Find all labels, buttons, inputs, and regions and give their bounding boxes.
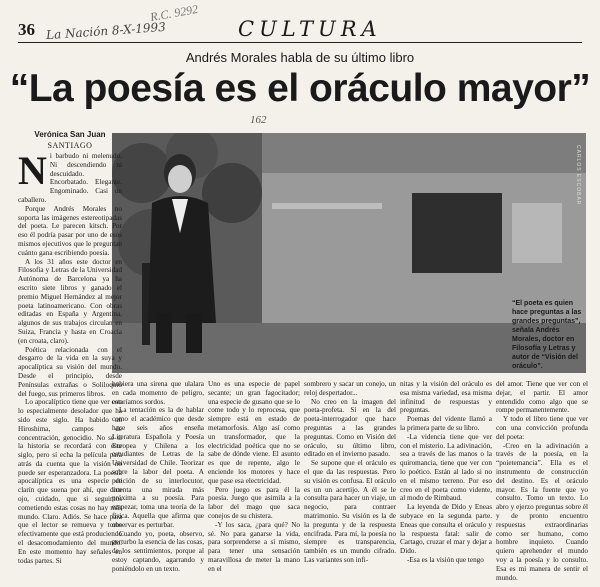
paragraph: nitas y la visión del oráculo es esa misma variedad, esa misma infinitud de respuestas y preguntas.	[400, 380, 492, 415]
section-title: CULTURA	[238, 17, 382, 41]
paragraph: Lo apocalíptico tiene que ver con lo especialmente desolador que ha sido este siglo. Ha habido un Hiroshima, campos de concentración, genocidio. No sé si la historia se recordará con este siglo, pero sí echa la película para atrás da cuenta que la visión no puede ser esperanzadora. La poesía apocalíptica es una especie de clarín que suena por ahí, que dice ojo, cuidado, que si seguimos cometiendo estas cosas no hay más mundo. Claro. Adiós. Se hace para que el lector se remueva y tome efectivamente que está produciendo el desacomodamiento del mundo. En este momento hay señales en todas partes. Si	[18, 398, 122, 565]
column-1	[18, 152, 122, 582]
paragraph: Uno es una especie de papel secante; un gran fagocitador; una especie de gusano que se lo come todo y lo reprocesa, que siempre está en estado de metamorfosis. Algo así como un transformador, que la electricidad poética que no se sabe de dónde viene. El asunto es que de repente, algo le enciende los motores y hace que pase esa electricidad.	[208, 380, 300, 485]
column-5	[400, 380, 492, 582]
paragraph: Cuando yo, poeta, observo, perturbo la esencia de las cosas, de los sentimientos, porque al estoy captando, agarrando y poniéndolo en un texto.	[112, 529, 204, 573]
dateline: SANTIAGO	[47, 141, 93, 150]
byline: Verónica San Juan	[34, 130, 106, 139]
paragraph: Poemas del vidente llamó a la primera parte de su libro.	[400, 415, 492, 432]
paragraph: La tentación es la de hablar como el académico que desde hace seis años enseña Literatura Española y Poesía Europea y Chilena a los estudiantes de Letras de la Universidad de Chile. Teorizar sobre la labor del poeta. A petición de su interlocutor, intenta una mirada más próxima a su poesía. Para empezar, toma una teoría de la física. Aquella que afirma que observar es perturbar.	[112, 406, 204, 529]
archive-stamp: R.C. 9292	[149, 1, 200, 25]
column-6	[496, 380, 588, 582]
paragraph: del amor. Tiene que ver con el dejar, el partir. El amor entendido como algo que se rompe permanentemente.	[496, 380, 588, 415]
paragraph: -La videncia tiene que ver con el misterio. La adivinación, sea a través de las manos o la quiromancia, tiene que ver con lo poético. Están al lado si no en el mismo terreno. Por eso creo en el poeta como vidente, al modo de Rimbaud.	[400, 432, 492, 503]
paragraph: La leyenda de Dido y Eneas subyace en la segunda parte. Eneas que consulta el oráculo y la respuesta fatal: salir de Cartago, cruzar el mar y dejar a Dido.	[400, 503, 492, 556]
paragraph: Se supone que el oráculo es el que da las respuestas. Pero su visión es confusa. El oráculo es un un acertijo. A él se le consulta para hacer un viaje, un negocio, para contraer matrimonio. Su visión es la de la pregunta y de la respuesta encifrada. Para mí, la poesía no siempre es transparencia, también es un mundo cifrado. Las variantes son infi-	[304, 459, 396, 564]
paragraph: -Esa es la visión que tengo	[407, 555, 484, 564]
paragraph: -Creo en la adivinación a través de la poesía, en la “poietemancia”. Ella es el instrumento de construcción del destino. Es el oráculo mayor. Es la fuente que yo consulto. Tomo un texto. Lo abro y ejerzo preguntas sobre él y de pronto encuentro respuestas extraordinarias como ser humano, como hombre inquieto. Cuando quiero aprehender el mundo voy a la poesía y lo consulto. Esa es mi manera de sentir el mundo.	[496, 441, 588, 582]
paragraph: A los 31 años este doctor en Filosofía y Letras de la Universidad Autónoma de Barcelona ya ha escrito siete libros y ganado el premio Miguel Hernández al mejor poeta latinoamericano. Con obras editadas en España y Argentina, algunos de sus trabajos circulan en Suiza, Francia y hasta en Croacia (en croata, claro).	[18, 257, 122, 345]
column-3	[208, 380, 300, 582]
photo-caption: “El poeta es quien hace preguntas a las grandes preguntas”, señala Andrés Morales, doctor en Filosofía y Letras y autor de “Visión del oráculo”.	[512, 300, 582, 370]
pencil-mark: 162	[250, 114, 267, 126]
drop-cap: N	[18, 152, 47, 193]
paragraph: -Y los saca, ¿para qué? No sé. No para ganarse la vida, para sorprenderse a sí mismo, para tener una sensación maravillosa de meter la mano en el	[208, 520, 300, 573]
paragraph: Pero juego es para él la poesía. Juego que asimila a la labor del mago que saca conejos de su chistera.	[208, 485, 300, 520]
handwritten-note: La Nación 8-X-1993	[45, 19, 167, 43]
paragraph: Y todo el libro tiene que ver con una convicción profunda del poeta:	[496, 415, 588, 441]
photo-credit: CARLOS ESCOBAR	[575, 145, 581, 206]
paragraph: sombrero y sacar un conejo, un reloj despertador...	[304, 380, 396, 397]
article-kicker: Andrés Morales habla de su último libro	[185, 50, 415, 65]
column-4	[304, 380, 396, 582]
paragraph: Porque Andrés Morales no soporta las imágenes estereotipadas del poeta. Le parecen kitsch. Por eso él podría pasar por uno de esos mismos ejecutivos que le preguntan cuánto gana escribiendo poesía.	[18, 204, 122, 257]
paragraph: hubiera una sirena que ulalara en cada momento de peligro, estaríamos sordos.	[112, 380, 204, 406]
header-divider	[18, 42, 582, 43]
paragraph: i barbudo ni melenudo. Ni descendiendo ni descuidado. Encorbatado. Elegante. Engominado. Casi un caballero.	[18, 152, 122, 204]
article-headline: “La poesía es el oráculo mayor”	[9, 67, 591, 110]
paragraph: Poética relacionada con el desgarro de la vida en la suya y apocalíptica su visión del mundo. Desde el principio, desde Penínsulas extrañas o Soliloquio del fuego, sus primeros libros.	[18, 345, 122, 398]
page-number: 36	[18, 20, 35, 39]
paragraph: No creo en la imagen del poeta-profeta. Sí en la del poeta-interrogador que hace preguntas a las grandes preguntas. Como en Visión del oráculo, su último libro, editado en el invierno pasado.	[304, 397, 396, 459]
column-2	[112, 380, 204, 582]
